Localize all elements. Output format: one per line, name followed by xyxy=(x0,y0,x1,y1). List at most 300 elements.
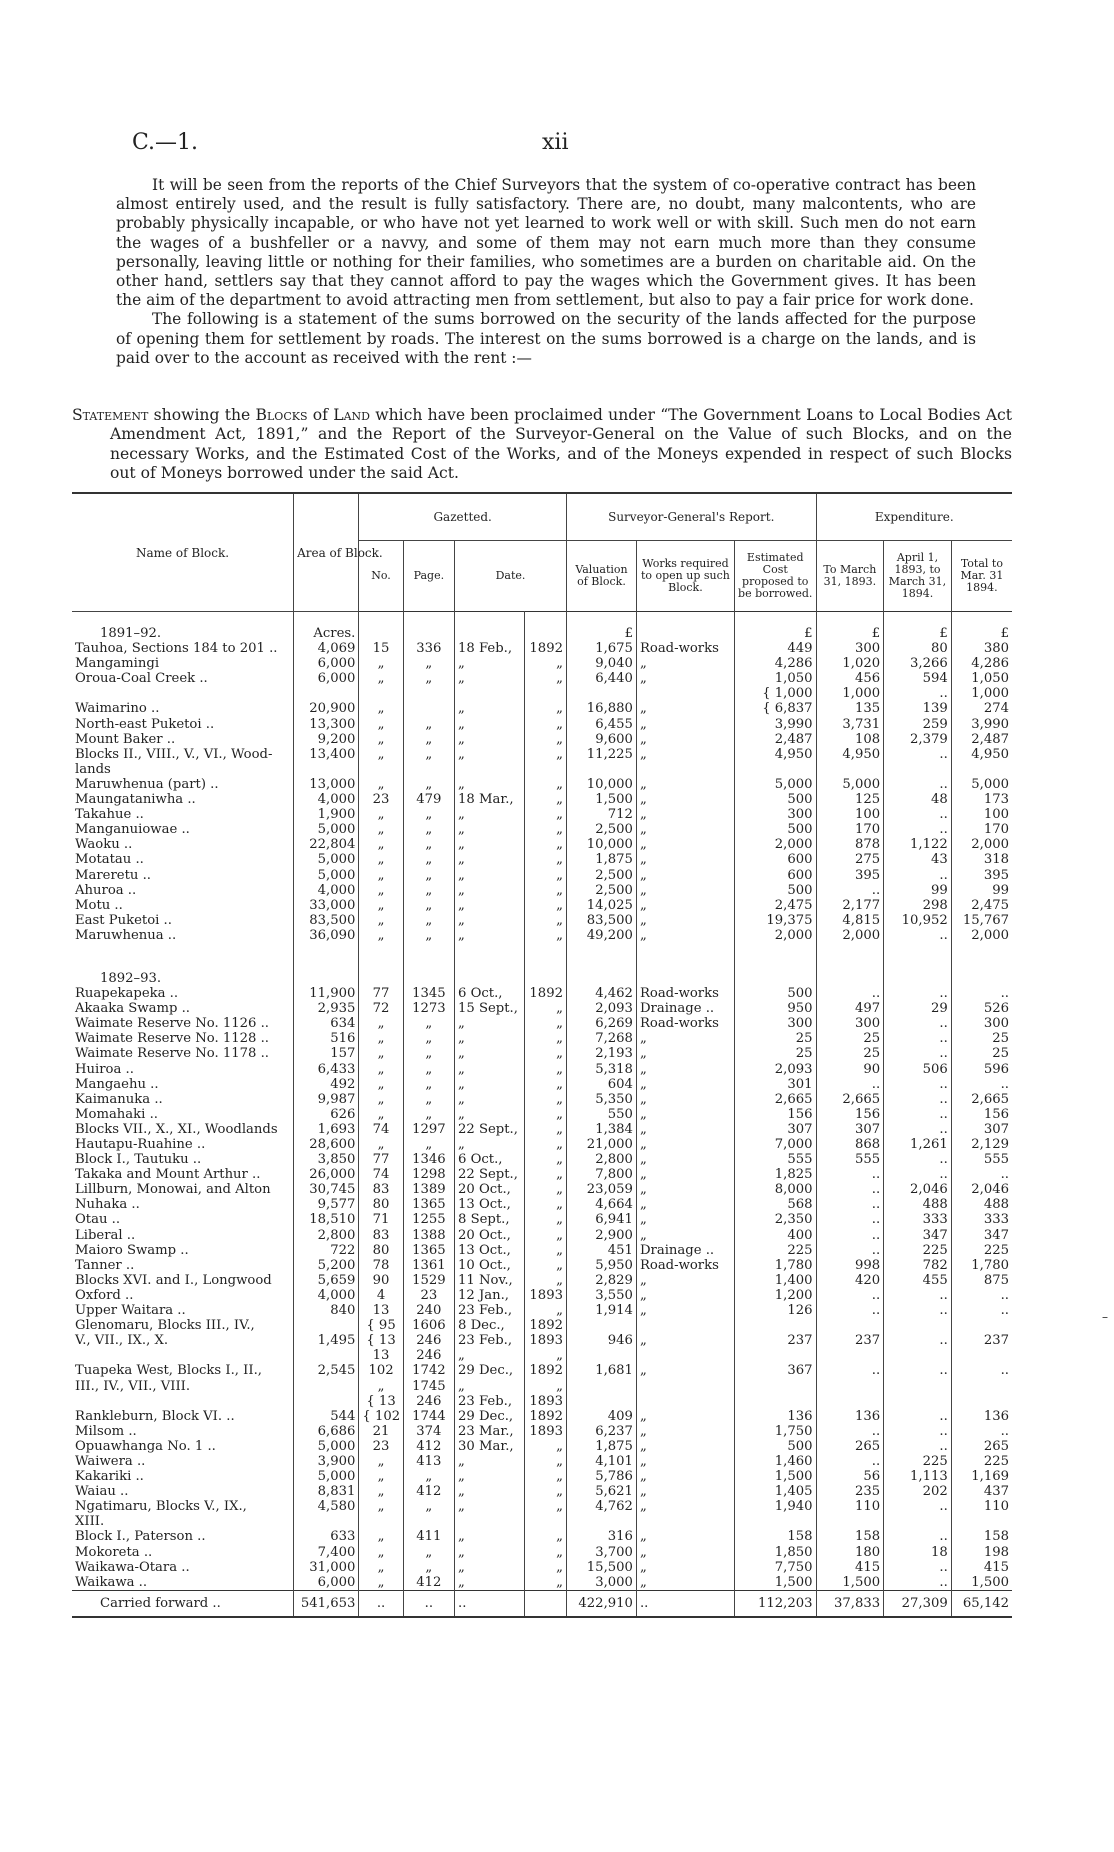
table-row xyxy=(72,1077,1012,1092)
cell-est: 600 xyxy=(734,868,816,883)
cell-name: Waimate Reserve No. 1178 .. xyxy=(75,1046,269,1062)
cell-area: 5,659 xyxy=(294,1273,359,1288)
cell-e1: 998 xyxy=(816,1258,884,1273)
cell-works: „ xyxy=(636,1529,734,1544)
cell-e2: .. xyxy=(884,1092,952,1107)
cell-name: V., VII., IX., X. xyxy=(75,1333,169,1349)
cell-area: 5,200 xyxy=(294,1258,359,1273)
cell-page: „ xyxy=(403,747,454,762)
cell-no: „ xyxy=(359,1469,403,1484)
cell-page: 1606 xyxy=(403,1318,454,1333)
cell-est: 1,940 xyxy=(734,1499,816,1514)
cell-e1: 90 xyxy=(816,1062,884,1077)
cell-page: „ xyxy=(403,883,454,898)
cell-e2 xyxy=(884,762,952,777)
cell-no: „ xyxy=(359,1575,403,1591)
cell-date: „ xyxy=(455,747,525,762)
cell-yr: „ xyxy=(524,1439,566,1454)
cell-date xyxy=(455,1514,525,1529)
cell-est: 1,405 xyxy=(734,1484,816,1499)
cell-date: „ xyxy=(455,1529,525,1544)
cell-works xyxy=(636,1348,734,1363)
cell-est: 2,000 xyxy=(734,928,816,943)
cell-e1: 235 xyxy=(816,1484,884,1499)
cell-val: 2,193 xyxy=(566,1046,636,1061)
cell-name: Tauhoa, Sections 184 to 201 .. xyxy=(75,641,278,657)
cell-name: lands xyxy=(75,761,111,777)
cell-val xyxy=(566,1348,636,1363)
cell-page: 1346 xyxy=(403,1152,454,1167)
cell-date: 23 Mar., xyxy=(455,1424,525,1439)
cell-works: „ xyxy=(636,671,734,686)
cell-e1: 37,833 xyxy=(816,1590,884,1617)
cell-no xyxy=(359,762,403,777)
cell-area: 6,000 xyxy=(294,1575,359,1591)
cell-date: 13 Oct., xyxy=(455,1197,525,1212)
spacer-cell xyxy=(403,943,454,957)
cell-name: Motu .. xyxy=(75,897,123,913)
cell-no xyxy=(359,686,403,701)
cell-est: 367 xyxy=(734,1363,816,1378)
cell-works: „ xyxy=(636,1062,734,1077)
cell-e2: 80 xyxy=(884,641,952,656)
cell-date: 30 Mar., xyxy=(455,1439,525,1454)
cell-tot: 2,000 xyxy=(951,928,1012,943)
table-row xyxy=(72,1348,1012,1363)
cell-name: Nuhaka .. xyxy=(75,1197,140,1213)
cell-date: „ xyxy=(455,913,525,928)
spacer-cell xyxy=(524,943,566,957)
cell-est: 156 xyxy=(734,1107,816,1122)
table-row xyxy=(72,1001,1012,1016)
cell-est: 1,400 xyxy=(734,1273,816,1288)
cell-e2: 2,046 xyxy=(884,1182,952,1197)
cell-e1: 1,020 xyxy=(816,656,884,671)
cell-tot: .. xyxy=(951,1167,1012,1182)
cell-yr: 1892 xyxy=(524,986,566,1001)
cell-e1: 497 xyxy=(816,1001,884,1016)
cell-date: „ xyxy=(455,1379,525,1394)
cell-works: .. xyxy=(636,1590,734,1617)
cell-works: „ xyxy=(636,1273,734,1288)
cell-e2: .. xyxy=(884,868,952,883)
cell-e1: 2,177 xyxy=(816,898,884,913)
cell-val: 6,269 xyxy=(566,1016,636,1031)
cell-name: Maruwhenua (part) .. xyxy=(75,776,219,792)
cell-date: 23 Feb., xyxy=(455,1333,525,1348)
table-row xyxy=(72,1575,1012,1591)
cell-works: „ xyxy=(636,1107,734,1122)
table-row xyxy=(72,1484,1012,1499)
cell-name: Motatau .. xyxy=(75,852,144,868)
statement-title xyxy=(72,406,1012,483)
header-total: Total to Mar. 31 1894. xyxy=(951,541,1012,612)
cell-works: Drainage .. xyxy=(636,1243,734,1258)
cell-tot: 225 xyxy=(951,1243,1012,1258)
cell-val: 1,500 xyxy=(566,792,636,807)
cell-page: „ xyxy=(403,1046,454,1061)
cell-area: 30,745 xyxy=(294,1182,359,1197)
cell-val: 2,093 xyxy=(566,1001,636,1016)
table-row xyxy=(72,1454,1012,1469)
cell-page: „ xyxy=(403,1499,454,1514)
table-row xyxy=(72,1182,1012,1197)
cell-name: Upper Waitara .. xyxy=(75,1303,186,1319)
cell-area: 157 xyxy=(294,1046,359,1061)
table-row xyxy=(72,822,1012,837)
cell-works: „ xyxy=(636,1439,734,1454)
cell-tot: 2,487 xyxy=(951,732,1012,747)
cell-area: 4,000 xyxy=(294,1288,359,1303)
cell-tot: 198 xyxy=(951,1545,1012,1560)
header-estimated: Estimated Cost proposed to be borrowed. xyxy=(734,541,816,612)
cell-works: Road-works xyxy=(636,641,734,656)
table-row xyxy=(72,762,1012,777)
cell-date: „ xyxy=(455,1062,525,1077)
table-row xyxy=(72,1394,1012,1409)
cell-no: „ xyxy=(359,913,403,928)
table-row xyxy=(72,1031,1012,1046)
cell-yr: „ xyxy=(524,1062,566,1077)
table-row xyxy=(72,1107,1012,1122)
cell-date: „ xyxy=(455,1107,525,1122)
cell-area: 18,510 xyxy=(294,1212,359,1227)
cell-works: „ xyxy=(636,913,734,928)
cell-est xyxy=(734,957,816,986)
cell-tot: 555 xyxy=(951,1152,1012,1167)
cell-date: „ xyxy=(455,1499,525,1514)
cell-yr: „ xyxy=(524,1484,566,1499)
cell-yr: „ xyxy=(524,1454,566,1469)
cell-works: „ xyxy=(636,701,734,716)
cell-val: 4,664 xyxy=(566,1197,636,1212)
cell-e2: .. xyxy=(884,1409,952,1424)
cell-works: „ xyxy=(636,777,734,792)
cell-est: 1,825 xyxy=(734,1167,816,1182)
table-row xyxy=(72,913,1012,928)
cell-area: 9,577 xyxy=(294,1197,359,1212)
cell-area: 26,000 xyxy=(294,1167,359,1182)
cell-works: „ xyxy=(636,1575,734,1591)
cell-est: 2,665 xyxy=(734,1092,816,1107)
cell-no: „ xyxy=(359,656,403,671)
cell-works: „ xyxy=(636,883,734,898)
cell-e1: .. xyxy=(816,1363,884,1378)
cell-val: 5,318 xyxy=(566,1062,636,1077)
cell-area: 6,000 xyxy=(294,656,359,671)
cell-e2: 594 xyxy=(884,671,952,686)
cell-no: 80 xyxy=(359,1243,403,1258)
cell-est xyxy=(734,1348,816,1363)
cell-est: 300 xyxy=(734,1016,816,1031)
cell-page xyxy=(403,762,454,777)
cell-name: Waiwera .. xyxy=(75,1453,146,1469)
cell-tot: .. xyxy=(951,1288,1012,1303)
cell-date: „ xyxy=(455,837,525,852)
cell-est: 8,000 xyxy=(734,1182,816,1197)
cell-name: Takaka and Mount Arthur .. xyxy=(75,1167,261,1183)
cell-works: „ xyxy=(636,1212,734,1227)
table-header xyxy=(72,493,1012,612)
cell-page: 1345 xyxy=(403,986,454,1001)
table-row xyxy=(72,1379,1012,1394)
cell-page: „ xyxy=(403,837,454,852)
cell-yr: „ xyxy=(524,822,566,837)
cell-e1: 5,000 xyxy=(816,777,884,792)
cell-no: „ xyxy=(359,701,403,716)
cell-date: „ xyxy=(455,1046,525,1061)
cell-no: „ xyxy=(359,747,403,762)
cell-works: „ xyxy=(636,1046,734,1061)
cell-works: „ xyxy=(636,868,734,883)
cell-name: Waoku .. xyxy=(75,837,133,853)
cell-name: Waimate Reserve No. 1128 .. xyxy=(75,1031,269,1047)
cell-e1: 868 xyxy=(816,1137,884,1152)
cell-page: 23 xyxy=(403,1288,454,1303)
cell-e1: 125 xyxy=(816,792,884,807)
cell-works: „ xyxy=(636,1454,734,1469)
table-row xyxy=(72,986,1012,1001)
cell-tot: 596 xyxy=(951,1062,1012,1077)
cell-date: 22 Sept., xyxy=(455,1167,525,1182)
table-row xyxy=(72,1273,1012,1288)
cell-e1: .. xyxy=(816,1424,884,1439)
cell-page: „ xyxy=(403,1107,454,1122)
cell-est: 25 xyxy=(734,1031,816,1046)
cell-est: 449 xyxy=(734,641,816,656)
cell-page: „ xyxy=(403,656,454,671)
cell-e1: .. xyxy=(816,1197,884,1212)
cell-e2 xyxy=(884,957,952,986)
cell-name: Blocks XVI. and I., Longwood xyxy=(75,1272,272,1288)
cell-val: 316 xyxy=(566,1529,636,1544)
cell-no: 13 xyxy=(359,1303,403,1318)
cell-name: Lillburn, Monowai, and Alton xyxy=(75,1182,271,1198)
cell-page: 412 xyxy=(403,1575,454,1591)
cell-val: 16,880 xyxy=(566,701,636,716)
cell-tot: 318 xyxy=(951,852,1012,867)
cell-yr: „ xyxy=(524,1016,566,1031)
cell-e2: 259 xyxy=(884,717,952,732)
cell-page: 1365 xyxy=(403,1197,454,1212)
cell-tot: 2,129 xyxy=(951,1137,1012,1152)
cell-e2: .. xyxy=(884,807,952,822)
spacer-cell xyxy=(72,943,294,957)
header-name: Name of Block. xyxy=(72,493,294,612)
cell-e1: 307 xyxy=(816,1122,884,1137)
cell-val: 21,000 xyxy=(566,1137,636,1152)
cell-yr: „ xyxy=(524,807,566,822)
cell-est: 2,093 xyxy=(734,1062,816,1077)
cell-area: 4,000 xyxy=(294,792,359,807)
cell-val: 3,700 xyxy=(566,1545,636,1560)
cell-page: „ xyxy=(403,1031,454,1046)
cell-no: „ xyxy=(359,732,403,747)
cell-e1: 1,000 xyxy=(816,686,884,701)
cell-e1: .. xyxy=(816,1454,884,1469)
cell-no: „ xyxy=(359,898,403,913)
cell-no: „ xyxy=(359,822,403,837)
cell-name: Waikawa .. xyxy=(75,1574,148,1590)
statement-text: which have been proclaimed under “The Government Loans to Local Bodies Act Amendment Act, 1891,” and the Report of the Surveyor-General on the Value of such Blocks, and on the necessary Works, and the Estimated Cost of the Works, and of the Moneys expended in respect of such Blocks out of Moneys borrowed under the said Act. xyxy=(110,406,1013,482)
cell-area: 5,000 xyxy=(294,1469,359,1484)
cell-area: 5,000 xyxy=(294,852,359,867)
intro-paragraph: The following is a statement of the sums borrowed on the security of the lands affected for the purpose of opening them for settlement by roads. The interest on the sums borrowed is a charge on the lands, and is paid over to the account as received with the rent :— xyxy=(116,310,976,367)
cell-date: „ xyxy=(455,1077,525,1092)
cell-val: 14,025 xyxy=(566,898,636,913)
cell-e2: .. xyxy=(884,1499,952,1514)
table-row xyxy=(72,928,1012,943)
cell-name: Block I., Paterson .. xyxy=(75,1529,206,1545)
cell-val: 15,500 xyxy=(566,1560,636,1575)
cell-tot: 2,475 xyxy=(951,898,1012,913)
cell-name: Waimate Reserve No. 1126 .. xyxy=(75,1016,269,1032)
cell-e2: 2,379 xyxy=(884,732,952,747)
cell-tot: 170 xyxy=(951,822,1012,837)
cell-name: 1892–93. xyxy=(100,970,162,986)
cell-e1: 395 xyxy=(816,868,884,883)
cell-est: 2,487 xyxy=(734,732,816,747)
cell-page: „ xyxy=(403,717,454,732)
cell-area xyxy=(294,1514,359,1529)
table-row xyxy=(72,732,1012,747)
cell-val: 5,786 xyxy=(566,1469,636,1484)
cell-page: „ xyxy=(403,898,454,913)
statement-word: Land xyxy=(333,406,370,424)
cell-works: „ xyxy=(636,837,734,852)
table-row xyxy=(72,1152,1012,1167)
cell-name: Takahue .. xyxy=(75,807,144,823)
cell-e2: 1,113 xyxy=(884,1469,952,1484)
cell-area: 13,000 xyxy=(294,777,359,792)
cell-yr: „ xyxy=(524,1122,566,1137)
table-row xyxy=(72,641,1012,656)
cell-area: 13,400 xyxy=(294,747,359,762)
cell-yr: „ xyxy=(524,898,566,913)
cell-works: Road-works xyxy=(636,1258,734,1273)
cell-est: 568 xyxy=(734,1197,816,1212)
cell-est xyxy=(734,762,816,777)
cell-page: „ xyxy=(403,928,454,943)
cell-tot xyxy=(951,1379,1012,1394)
cell-e1 xyxy=(816,1514,884,1529)
cell-no: „ xyxy=(359,671,403,686)
cell-yr: „ xyxy=(524,717,566,732)
cell-yr: 1893 xyxy=(524,1424,566,1439)
cell-e2: 3,266 xyxy=(884,656,952,671)
cell-area: 634 xyxy=(294,1016,359,1031)
cell-yr xyxy=(524,957,566,986)
table-row xyxy=(72,1212,1012,1227)
cell-yr: „ xyxy=(524,1137,566,1152)
cell-no: „ xyxy=(359,1529,403,1544)
cell-est: 500 xyxy=(734,1439,816,1454)
cell-page: 1273 xyxy=(403,1001,454,1016)
cell-tot: 2,046 xyxy=(951,1182,1012,1197)
cell-area: 5,000 xyxy=(294,1439,359,1454)
cell-e1: 275 xyxy=(816,852,884,867)
cell-val: 10,000 xyxy=(566,777,636,792)
cell-page: „ xyxy=(403,868,454,883)
cell-area: 722 xyxy=(294,1243,359,1258)
cell-page xyxy=(403,701,454,716)
cell-e2: .. xyxy=(884,1122,952,1137)
cell-est: { 1,000 xyxy=(734,686,816,701)
cell-page: 1745 xyxy=(403,1379,454,1394)
cell-works: „ xyxy=(636,1484,734,1499)
cell-est: 7,750 xyxy=(734,1560,816,1575)
table-row xyxy=(72,1062,1012,1077)
cell-page xyxy=(403,957,454,986)
cell-page: „ xyxy=(403,1077,454,1092)
cell-val: 4,762 xyxy=(566,1499,636,1514)
cell-val: 451 xyxy=(566,1243,636,1258)
cell-yr: „ xyxy=(524,1182,566,1197)
cell-yr: „ xyxy=(524,656,566,671)
cell-date: 8 Dec., xyxy=(455,1318,525,1333)
cell-no: 21 xyxy=(359,1424,403,1439)
cell-e2: 10,952 xyxy=(884,913,952,928)
cell-val: 7,268 xyxy=(566,1031,636,1046)
cell-yr: „ xyxy=(524,1469,566,1484)
cell-e2: .. xyxy=(884,686,952,701)
cell-no: 23 xyxy=(359,1439,403,1454)
cell-val: 1,681 xyxy=(566,1363,636,1378)
cell-no: „ xyxy=(359,1379,403,1394)
cell-tot: .. xyxy=(951,986,1012,1001)
table-row xyxy=(72,868,1012,883)
cell-area: 7,400 xyxy=(294,1545,359,1560)
cell-name: Carried forward .. xyxy=(72,1590,294,1617)
cell-est: 112,203 xyxy=(734,1590,816,1617)
cell-tot: 415 xyxy=(951,1560,1012,1575)
cell-yr: „ xyxy=(524,883,566,898)
cell-works xyxy=(636,1318,734,1333)
cell-no: 80 xyxy=(359,1197,403,1212)
cell-val: 7,800 xyxy=(566,1167,636,1182)
cell-date: „ xyxy=(455,1575,525,1591)
cell-val: 1,914 xyxy=(566,1303,636,1318)
cell-date: „ xyxy=(455,807,525,822)
cell-works xyxy=(636,762,734,777)
cell-e1: 25 xyxy=(816,1031,884,1046)
cell-tot: 1,000 xyxy=(951,686,1012,701)
table-row xyxy=(72,717,1012,732)
cell-works: „ xyxy=(636,1031,734,1046)
cell-e1: 1,500 xyxy=(816,1575,884,1591)
cell-area: 633 xyxy=(294,1529,359,1544)
cell-no: 4 xyxy=(359,1288,403,1303)
cell-e1: 135 xyxy=(816,701,884,716)
cell-yr xyxy=(524,1590,566,1617)
cell-date: 22 Sept., xyxy=(455,1122,525,1137)
cell-no: 90 xyxy=(359,1273,403,1288)
cell-name: Maungataniwha .. xyxy=(75,792,196,808)
spacer-cell xyxy=(734,943,816,957)
cell-yr: „ xyxy=(524,1031,566,1046)
cell-name: Kakariki .. xyxy=(75,1469,144,1485)
table-row xyxy=(72,1363,1012,1378)
cell-e1: 878 xyxy=(816,837,884,852)
cell-tot: 437 xyxy=(951,1484,1012,1499)
cell-e2: .. xyxy=(884,1363,952,1378)
cell-no: „ xyxy=(359,777,403,792)
cell-yr: 1892 xyxy=(524,1363,566,1378)
cell-est: 950 xyxy=(734,1001,816,1016)
cell-page: 336 xyxy=(403,641,454,656)
cell-tot: 136 xyxy=(951,1409,1012,1424)
cell-est xyxy=(734,1394,816,1409)
